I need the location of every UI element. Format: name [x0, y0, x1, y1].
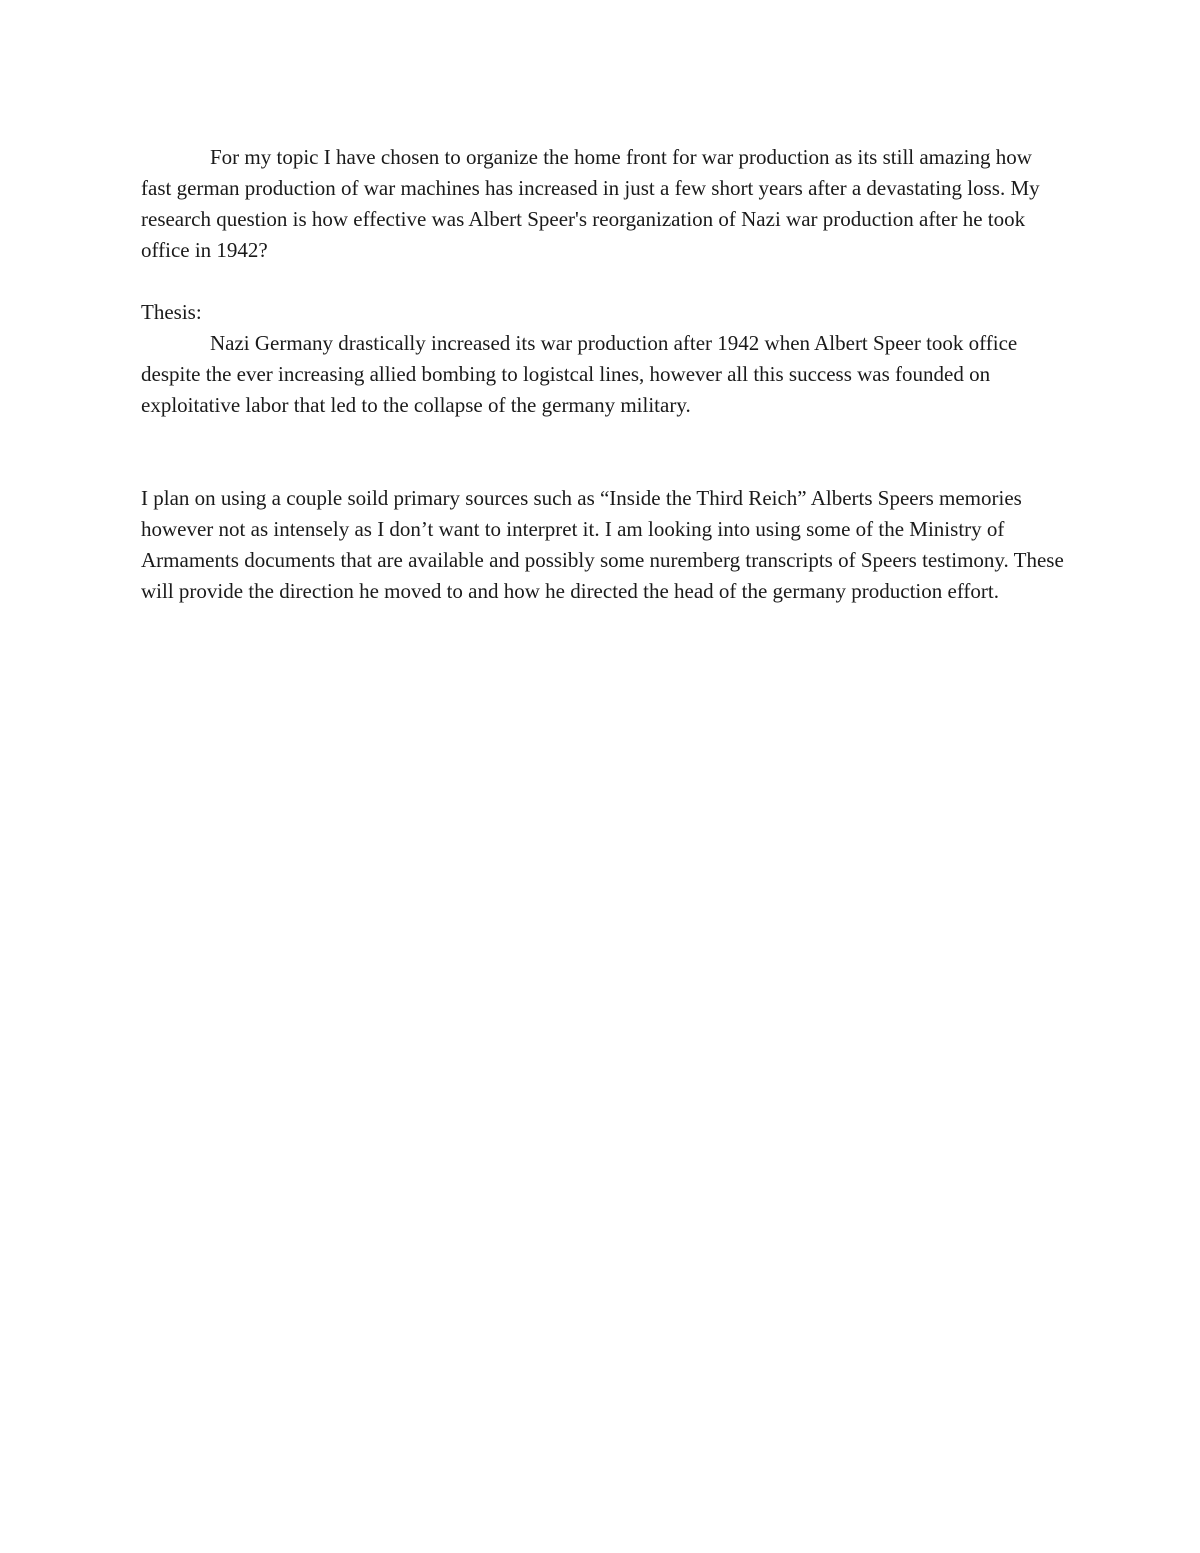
intro-paragraph: For my topic I have chosen to organize the home front for war production as its still amazing how fast german production of war machines has increased in just a few short years after a devastating loss. My research question is how effective was Albert Speer's reorganization of Nazi war production after he took office in 1942?: [141, 145, 1040, 262]
document-body: [141, 142, 1066, 607]
sources-paragraph: I plan on using a couple soild primary sources such as “Inside the Third Reich” Alberts Speers memories however not as intensely as I don’t want to interpret it. I am looking into using some of the Ministry of Armaments documents that are available and possibly some nuremberg transcripts of Speers testimony. These will provide the direction he moved to and how he directed the head of the germany production effort.: [141, 486, 1064, 603]
thesis-label: Thesis:: [141, 300, 202, 324]
thesis-paragraph: Nazi Germany drastically increased its war production after 1942 when Albert Speer took office despite the ever increasing allied bombing to logistcal lines, however all this success was founded on exploitative labor that led to the collapse of the germany military.: [141, 331, 1018, 417]
